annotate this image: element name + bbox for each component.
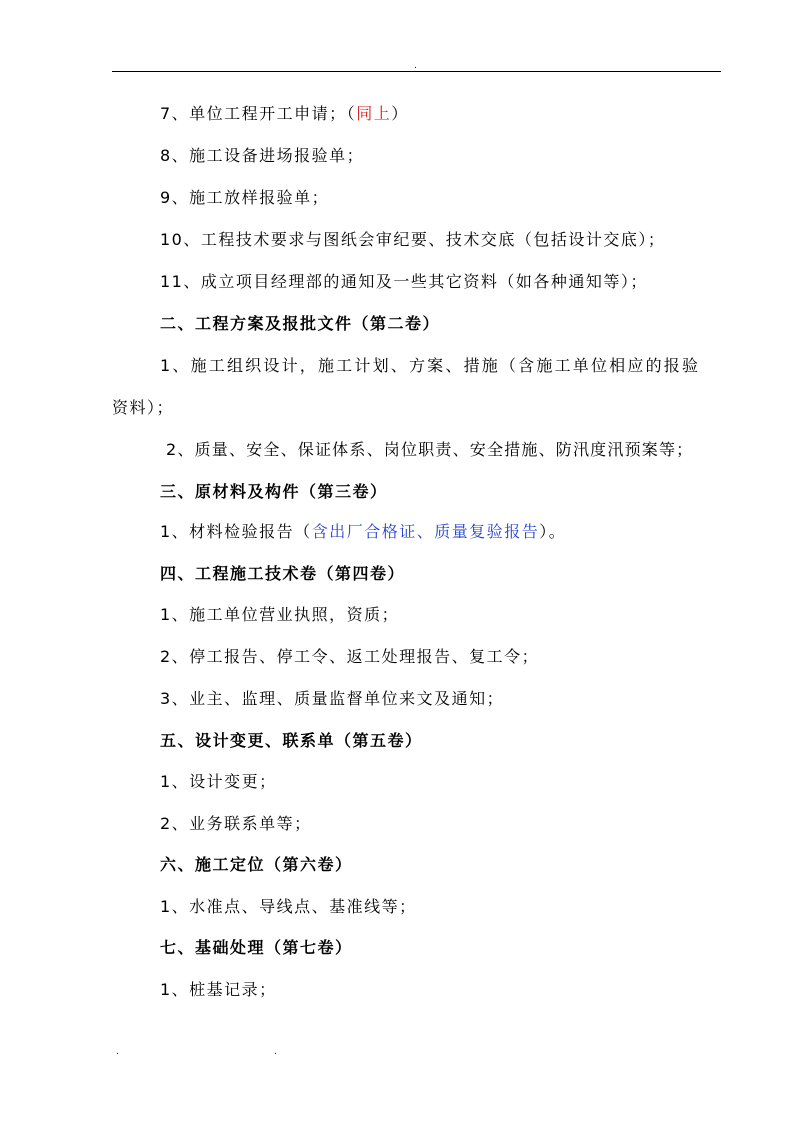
section-2-item-2: 2、质量、安全、保证体系、岗位职责、安全措施、防汛度汛预案等； xyxy=(166,440,694,459)
header-rule xyxy=(112,71,721,72)
item-7-close: ） xyxy=(391,104,409,123)
footer-dot-left: . xyxy=(116,1047,119,1057)
section-heading-5: 五、设计变更、联系单（第五卷） xyxy=(160,731,423,750)
section-7-item-1: 1、桩基记录； xyxy=(160,980,277,999)
section-3-item-1-close: ）。 xyxy=(539,522,567,541)
list-item-8: 8、施工设备进场报验单； xyxy=(160,146,365,165)
list-item-11: 11、成立项目经理部的通知及一些其它资料（如各种通知等）； xyxy=(160,272,648,291)
item-7-text: 7、单位工程开工申请；（ xyxy=(160,104,357,123)
section-4-item-2: 2、停工报告、停工令、返工处理报告、复工令； xyxy=(160,647,540,666)
section-heading-4: 四、工程施工技术卷（第四卷） xyxy=(160,564,406,583)
section-5-item-2: 2、业务联系单等； xyxy=(160,814,312,833)
footer-dot-right: . xyxy=(274,1047,277,1057)
item-7-highlight: 同上 xyxy=(356,104,392,123)
section-3-item-1 xyxy=(160,522,566,542)
section-heading-6: 六、施工定位（第六卷） xyxy=(160,855,353,874)
header-dot: . xyxy=(414,61,417,71)
list-item-7 xyxy=(160,104,409,124)
section-2-item-1-cont: 资料）； xyxy=(112,398,175,417)
section-2-item-1: 1、施工组织设计，施工计划、方案、措施（含施工单位相应的报验 xyxy=(160,356,701,375)
section-5-item-1: 1、设计变更； xyxy=(160,772,277,791)
section-4-item-1: 1、施工单位营业执照，资质； xyxy=(160,605,400,624)
section-3-item-1-highlight: 含出厂合格证、质量复验报告 xyxy=(311,522,540,541)
list-item-9: 9、施工放样报验单； xyxy=(160,188,330,207)
section-3-item-1-text: 1、材料检验报告（ xyxy=(160,522,312,541)
section-heading-2: 二、工程方案及报批文件（第二卷） xyxy=(160,314,441,333)
section-heading-3: 三、原材料及构件（第三卷） xyxy=(160,482,388,501)
section-6-item-1: 1、水准点、导线点、基准线等； xyxy=(160,897,417,916)
section-heading-7: 七、基础处理（第七卷） xyxy=(160,938,353,957)
list-item-10: 10、工程技术要求与图纸会审纪要、技术交底（包括设计交底）； xyxy=(160,230,666,249)
section-4-item-3: 3、业主、监理、质量监督单位来文及通知； xyxy=(160,689,505,708)
